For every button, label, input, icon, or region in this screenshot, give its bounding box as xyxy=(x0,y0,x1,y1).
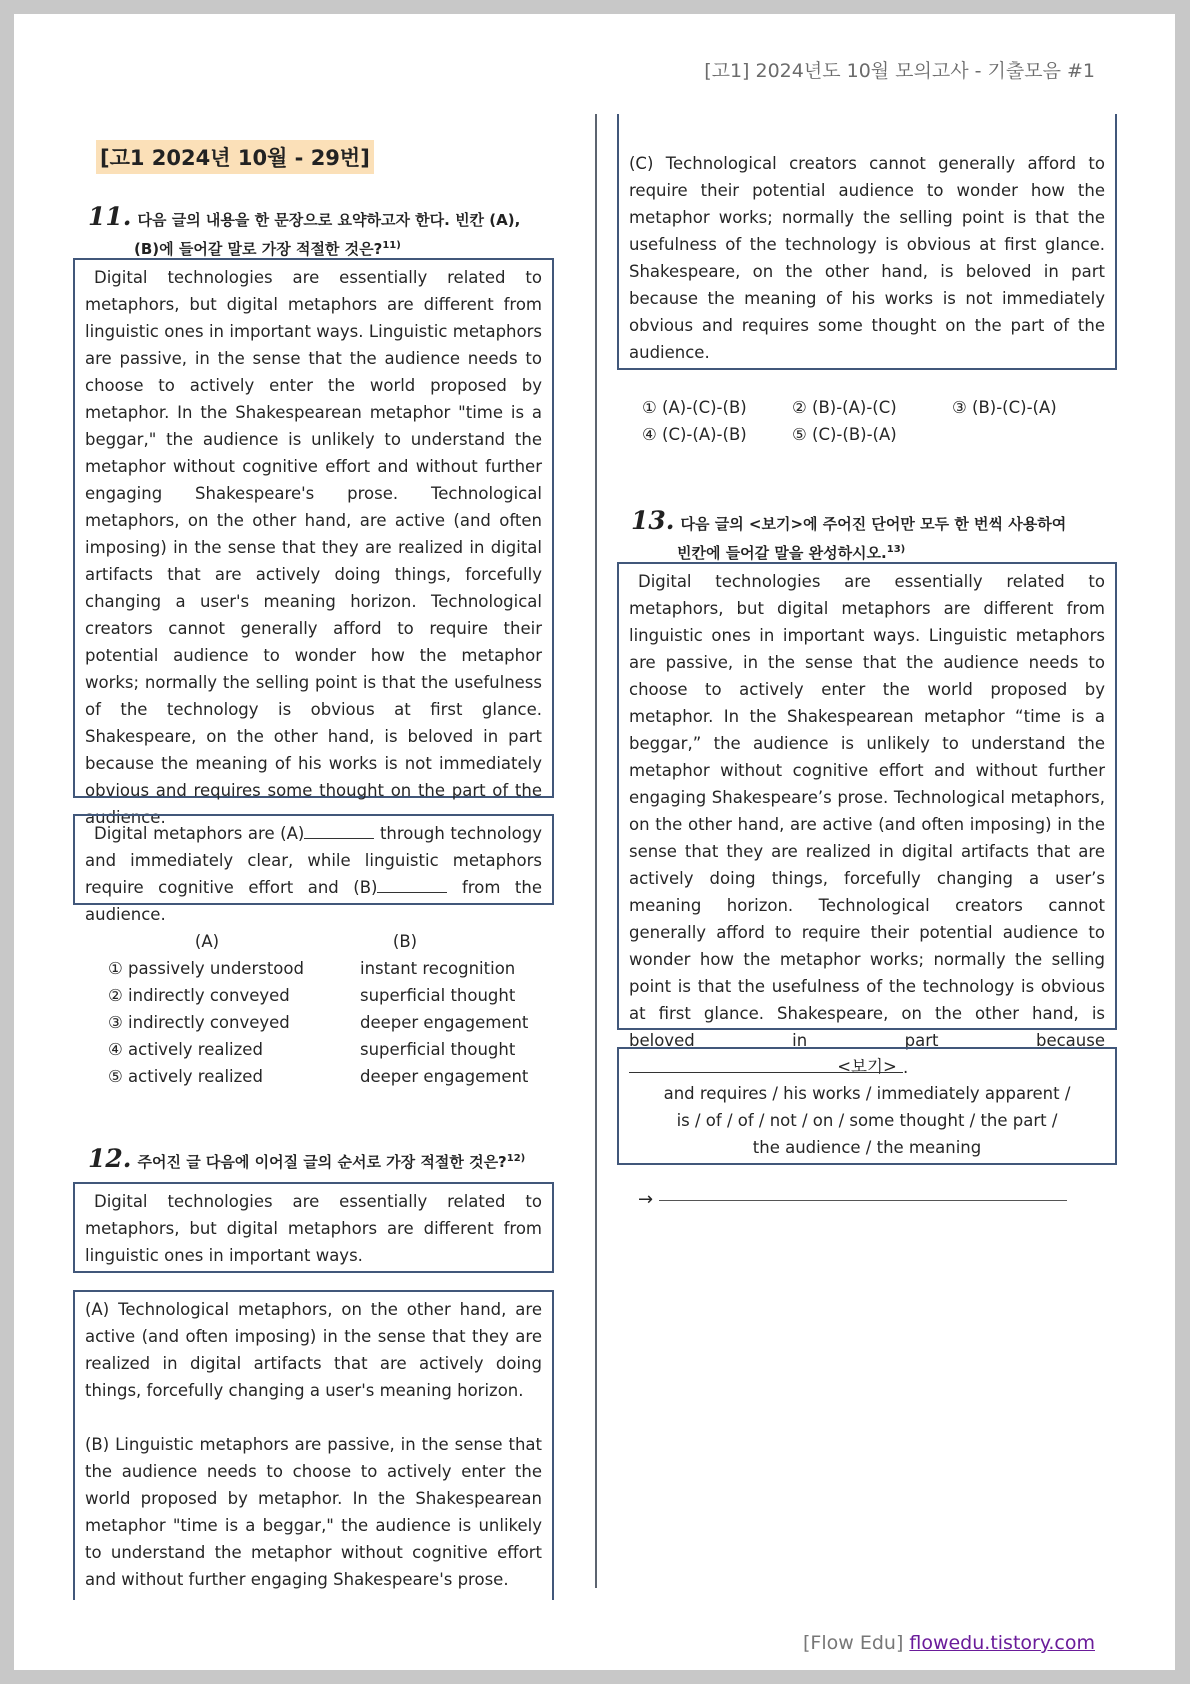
worksheet-page xyxy=(14,14,1175,1670)
question-11-passage: Digital technologies are essentially related to metaphors, but digital metaphors are different from linguistic ones in important ways. Linguistic metaphors are passive, in the sense that the audience needs to choose to actively enter the world proposed by metaphor. In the Shakespearean metaphor "time is a beggar," the audience is unlikely to understand the metaphor without cognitive effort and without further engaging Shakespeare's prose. Technological metaphors, on the other hand, are active (and often imposing) in the sense that they are realized in digital artifacts that are actively doing things, forcefully changing a user's meaning horizon. Technological creators cannot generally afford to require their potential audience to wonder how the metaphor works; normally the selling point is that the usefulness of the technology is obvious at first glance. Shakespeare, on the other hand, is beloved in part because the meaning of his works is not immediately obvious and requires some thought on the part of the audience. xyxy=(85,268,542,827)
question-11-prompt-line2: (B)에 들어갈 말로 가장 적절한 것은? xyxy=(134,240,383,258)
column-divider xyxy=(595,114,597,1588)
question-12-options xyxy=(642,394,1092,448)
option-5[interactable]: ⑤ actively realized deeper engagement xyxy=(108,1067,529,1086)
answer-underline xyxy=(659,1200,1067,1201)
footnote-marker: 13) xyxy=(886,544,906,555)
question-11-summary: Digital metaphors are (A) through technology and immediately clear, while linguistic metaphors require cognitive effort and (B) from the audience. xyxy=(85,824,542,924)
footer-brand: [Flow Edu] xyxy=(803,1632,904,1654)
question-11-prompt-line1: 다음 글의 내용을 한 문장으로 요약하고자 한다. 빈칸 (A), xyxy=(137,211,521,229)
option-3[interactable]: ③ indirectly conveyed deeper engagement xyxy=(108,1013,529,1032)
bogi-words-line3: the audience / the meaning xyxy=(752,1138,982,1157)
source-tag: [고1 2024년 10월 - 29번] xyxy=(96,140,374,174)
option-3[interactable]: ③ (B)-(C)-(A) xyxy=(952,398,1057,417)
question-12-prompt: 주어진 글 다음에 이어질 글의 순서로 가장 적절한 것은? xyxy=(137,1153,507,1171)
footnote-marker: 12) xyxy=(506,1153,526,1164)
option-1[interactable]: ① passively understood instant recognition xyxy=(108,959,516,978)
blank-b xyxy=(377,877,447,893)
bogi-box xyxy=(617,1047,1117,1165)
question-11-number: 11. xyxy=(88,202,132,231)
option-4[interactable]: ④ (C)-(A)-(B) xyxy=(642,425,747,444)
page-header: [고1] 2024년도 10월 모의고사 - 기출모음 #1 xyxy=(704,60,1095,82)
question-12-given-box xyxy=(73,1182,554,1273)
question-13-number: 13. xyxy=(631,506,675,535)
question-13-prompt-line1: 다음 글의 <보기>에 주어진 단어만 모두 한 번씩 사용하여 xyxy=(680,515,1067,533)
blank-a xyxy=(304,823,374,839)
footnote-marker: 11) xyxy=(382,240,401,251)
arrow-icon: → xyxy=(638,1189,654,1210)
question-12-number: 12. xyxy=(88,1144,132,1173)
page-footer xyxy=(803,1632,1095,1654)
option-4[interactable]: ④ actively realized superficial thought xyxy=(108,1040,516,1059)
footer-link[interactable]: flowedu.tistory.com xyxy=(909,1632,1095,1654)
question-12-heading xyxy=(88,1146,578,1175)
question-12-part-c-box xyxy=(617,114,1117,370)
option-1[interactable]: ① (A)-(C)-(B) xyxy=(642,398,747,417)
question-12-part-c: (C) Technological creators cannot generally afford to require their potential audience to wonder how the metaphor works; normally the selling point is that the usefulness of the technology is obvious at first glance. Shakespeare, on the other hand, is beloved in part because the meaning of his works is not immediately obvious and requires some thought on the part of the audience. xyxy=(629,154,1105,362)
answer-line[interactable] xyxy=(638,1189,1067,1210)
option-2[interactable]: ② indirectly conveyed superficial thought xyxy=(108,986,516,1005)
option-5[interactable]: ⑤ (C)-(B)-(A) xyxy=(792,425,897,444)
bogi-words-line2: is / of / of / not / on / some thought / the part / xyxy=(676,1111,1058,1130)
question-12-part-a: (A) Technological metaphors, on the other hand, are active (and often imposing) in the sense that they are realized in digital artifacts that are actively doing things, forcefully changing a user's meaning horizon. xyxy=(85,1300,542,1400)
question-12-parts-box xyxy=(73,1290,554,1600)
question-13-passage: Digital technologies are essentially related to metaphors, but digital metaphors are different from linguistic ones in important ways. Linguistic metaphors are passive, in the sense that the audience needs to choose to actively enter the world proposed by metaphor. In the Shakespearean metaphor “time is a beggar,” the audience is unlikely to understand the metaphor without cognitive effort and without further engaging Shakespeare’s prose. Technological metaphors, on the other hand, are active (and often imposing) in the sense that they are realized in digital artifacts that are actively doing things, forcefully changing a user’s meaning horizon. Technological creators cannot generally afford to require their potential audience to wonder how the metaphor works; normally the selling point is that the usefulness of the technology is obvious at first glance. Shakespeare, on the other hand, is beloved in part because . xyxy=(629,572,1105,1077)
bogi-words-line1: and requires / his works / immediately apparent / xyxy=(663,1084,1071,1103)
question-11-passage-box xyxy=(73,258,554,827)
option-2[interactable]: ② (B)-(A)-(C) xyxy=(792,398,897,417)
question-11-heading xyxy=(88,204,578,262)
column-a-header: (A) xyxy=(194,932,220,951)
question-13-heading xyxy=(631,508,1131,566)
question-12-part-b: (B) Linguistic metaphors are passive, in the sense that the audience needs to choose to actively enter the world proposed by metaphor. In the Shakespearean metaphor "time is a beggar," the audience is unlikely to understand the metaphor without cognitive effort and without further engaging Shakespeare's prose. xyxy=(85,1435,542,1589)
bogi-title: <보기> xyxy=(837,1057,897,1076)
question-11-summary-box xyxy=(73,814,554,924)
question-12-given-text: Digital technologies are essentially related to metaphors, but digital metaphors are different from linguistic ones in important ways. xyxy=(85,1192,542,1265)
question-11-options xyxy=(98,928,568,1090)
question-13-prompt-line2: 빈칸에 들어갈 말을 완성하시오. xyxy=(677,544,887,562)
column-b-header: (B) xyxy=(392,932,418,951)
